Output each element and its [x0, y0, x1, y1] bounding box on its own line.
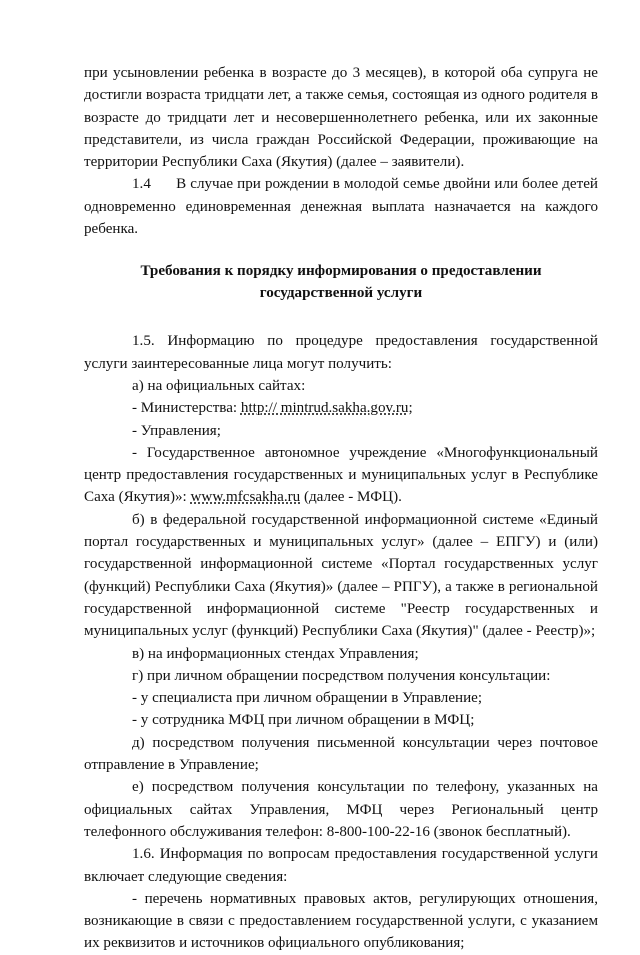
- mfc-suffix: (далее - МФЦ).: [300, 489, 402, 506]
- ministry-link[interactable]: http:// mintrud.sakha.gov.ru: [240, 400, 409, 417]
- ministry-suffix: ;: [408, 400, 413, 417]
- item-a: а) на официальных сайтах:: [132, 377, 306, 394]
- intro-paragraph: при усыновлении ребенка в возрасте до 3 месяцев), в которой оба супруга не достигли возраста тридцати лет, а также семья, состоящая из одного родителя в возрасте до тридцати лет и несовершеннолетнего ребенка, или их законные представители, из числа граждан Российской Федерации, проживающие на территории Республики Саха (Якутия) (далее – заявители).: [84, 65, 598, 171]
- item-e: е) посредством получения консультации по телефону, указанных на официальных сайтах Управления, МФЦ через Региональный центр телефонного обслуживания телефон: 8-800-100-22-16 (звонок бесплатный).: [84, 779, 598, 840]
- paragraph-1-4-text: В случае при рождении в молодой семье двойни или более детей одновременно единовременная денежная выплата назначается на каждого ребенка.: [84, 176, 598, 238]
- item-d: д) посредством получения письменной консультации через почтовое отправление в Управление;: [84, 734, 598, 774]
- item-g: г) при личном обращении посредством получения консультации:: [132, 667, 551, 684]
- section-heading: Требования к порядку информирования о предоставлении государственной услуги: [140, 263, 542, 302]
- item-office: - Управления;: [132, 422, 221, 439]
- ministry-label: - Министерства:: [132, 400, 241, 417]
- paragraph-1-5: 1.5. Информацию по процедуре предоставления государственной услуги заинтересованные лица могут получить:: [84, 333, 598, 372]
- mfc-label: - Государственное автономное учреждение «Многофункциональный центр предоставления государственных и муниципальных услуг в Республике Саха (Якутия)»:: [84, 444, 598, 506]
- item-v: в) на информационных стендах Управления;: [132, 645, 419, 662]
- item-mfc: [84, 442, 598, 509]
- item-g1: - у специалиста при личном обращении в Управление;: [132, 690, 483, 707]
- item-legal-acts: - перечень нормативных правовых актов, регулирующих отношения, возникающие в связи с предоставлением государственной услуги, с указанием их реквизитов и источников официального опубликования;: [84, 890, 598, 952]
- paragraph-1-4: [84, 173, 598, 240]
- item-b: б) в федеральной государственной информационной системе «Единый портал государственных и муниципальных услуг» (далее – ЕПГУ) и (или) государственной информационной системе «Портал государственных услуг (функций) Республики Саха (Якутия)» (далее – РПГУ), а также в региональной государственной информационной системе "Реестр государственных и муниципальных услуг (функций) Республики Саха (Якутия)" (далее - Реестр)»;: [84, 511, 598, 640]
- item-ministry: [84, 397, 598, 419]
- paragraph-1-4-number: 1.4: [132, 176, 151, 193]
- paragraph-1-6: 1.6. Информация по вопросам предоставления государственной услуги включает следующие сведения:: [84, 846, 598, 885]
- item-g2: - у сотрудника МФЦ при личном обращении в МФЦ;: [132, 712, 475, 729]
- mfc-link[interactable]: www.mfcsakha.ru: [190, 489, 301, 506]
